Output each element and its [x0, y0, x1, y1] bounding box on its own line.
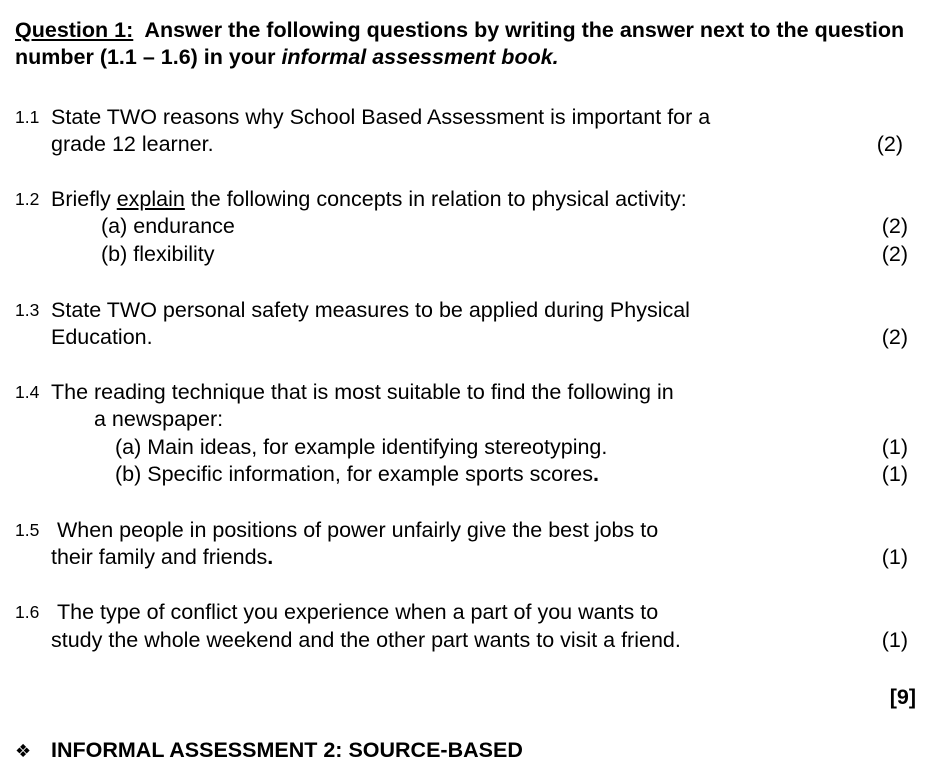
question-text: Briefly explain the following concepts in relation to physical activity: — [51, 187, 687, 211]
mark-allocation: (2) — [881, 214, 908, 238]
question-text: State TWO personal safety measures to be applied during Physical — [51, 298, 690, 322]
question-1-1-line-1 — [0, 104, 931, 131]
section-title: INFORMAL ASSESSMENT 2: SOURCE-BASED — [51, 738, 523, 762]
question-number: 1.3 — [15, 300, 40, 320]
question-text: The reading technique that is most suitable to find the following in — [51, 380, 674, 404]
sub-question-text: (a) endurance — [101, 214, 235, 238]
question-1-2-line-1 — [0, 186, 931, 213]
question-number: 1.6 — [15, 602, 40, 622]
question-1-3-line-1 — [0, 297, 931, 324]
question-1-3-line-2 — [0, 324, 931, 351]
question-1-6-line-1 — [0, 599, 931, 626]
total-marks: [9] — [889, 685, 916, 709]
sub-question-text: (b) flexibility — [101, 242, 215, 266]
sub-question-text: (b) Specific information, for example sports scores. — [115, 462, 599, 486]
next-section-heading — [15, 737, 523, 765]
question-1-4-part-a — [0, 434, 931, 461]
question-1-4-line-1 — [0, 379, 931, 406]
question-1-5-line-2 — [0, 544, 931, 571]
mark-allocation: (2) — [876, 132, 903, 156]
mark-allocation: (2) — [881, 242, 908, 266]
question-text: a newspaper: — [94, 407, 224, 431]
question-number: 1.5 — [15, 520, 40, 540]
question-label: Question 1: — [15, 18, 134, 42]
question-instruction: Answer the following questions by writing the answer next to the question number (1.1 – 1.6) in your — [15, 18, 905, 69]
mark-allocation: (2) — [881, 325, 908, 349]
question-1-6-line-2 — [0, 627, 931, 654]
question-text: study the whole weekend and the other part wants to visit a friend. — [51, 628, 681, 652]
mark-allocation: (1) — [881, 462, 908, 486]
mark-allocation: (1) — [881, 545, 908, 569]
question-text: Education. — [51, 325, 153, 349]
diamond-bullet-icon: ❖ — [15, 741, 32, 762]
question-number: 1.4 — [15, 382, 40, 402]
question-instruction-emphasis: informal assessment book. — [281, 45, 559, 69]
question-text: When people in positions of power unfairly give the best jobs to — [57, 518, 659, 542]
question-text: their family and friends. — [51, 545, 274, 569]
question-1-2-part-a — [0, 213, 931, 240]
question-1-1-line-2 — [0, 131, 931, 158]
question-number: 1.2 — [15, 189, 40, 209]
question-1-4-part-b — [0, 461, 931, 488]
question-text: State TWO reasons why School Based Assessment is important for a — [51, 105, 711, 129]
mark-allocation: (1) — [881, 435, 908, 459]
sub-question-text: (a) Main ideas, for example identifying stereotyping. — [115, 435, 608, 459]
mark-allocation: (1) — [881, 628, 908, 652]
question-heading — [15, 17, 920, 71]
question-text: The type of conflict you experience when a part of you wants to — [57, 600, 659, 624]
question-1-2-part-b — [0, 241, 931, 268]
question-number: 1.1 — [15, 107, 40, 127]
question-text: grade 12 learner. — [51, 132, 214, 156]
question-1-4-line-2 — [0, 406, 931, 433]
question-1-5-line-1 — [0, 517, 931, 544]
underlined-keyword: explain — [116, 187, 185, 211]
